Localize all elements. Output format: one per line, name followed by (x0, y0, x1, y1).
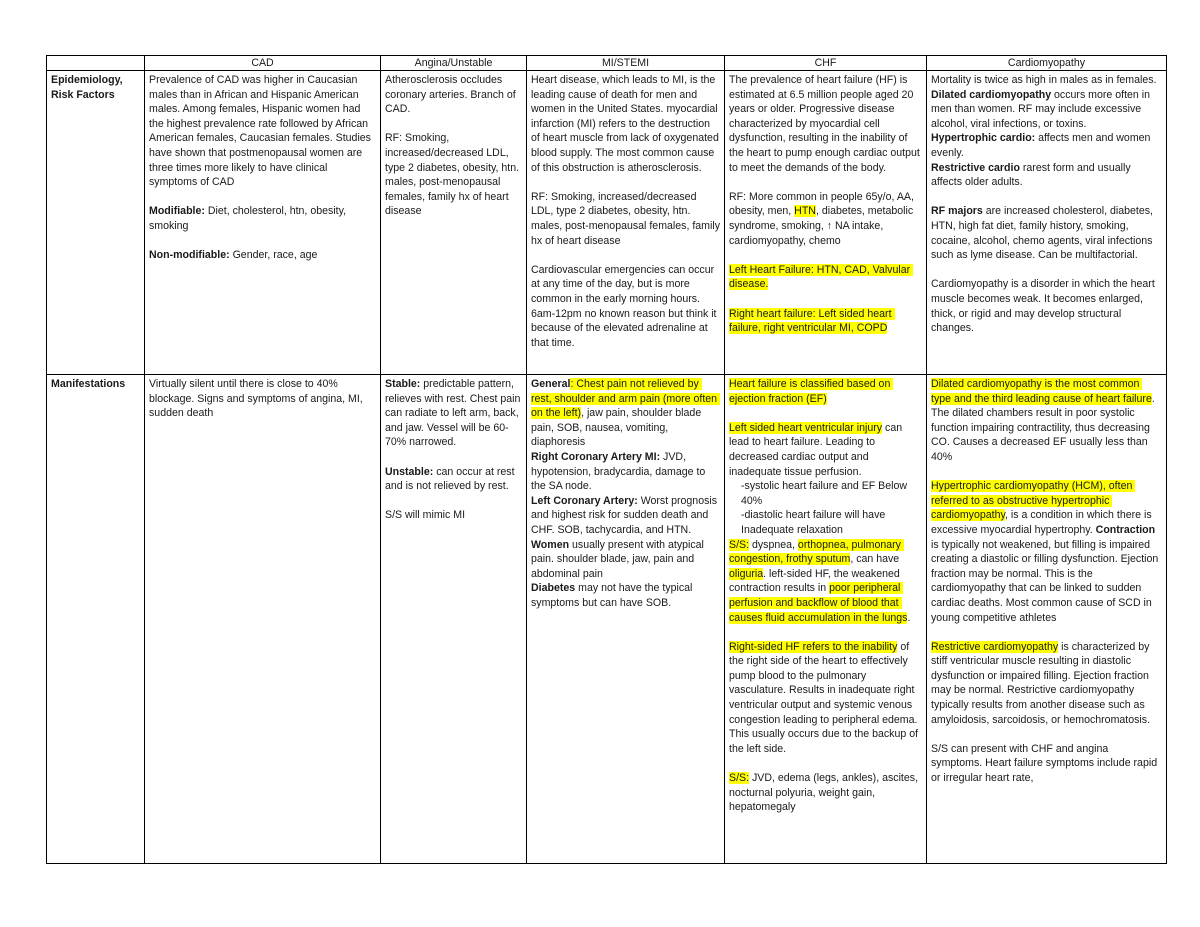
text-run: Virtually silent until there is close to 40% blockage. Signs and symptoms of angina, MI, sudden death (149, 378, 366, 420)
text-run: JVD, hypotension, bradycardia, damage to the SA node. (531, 450, 709, 493)
text-run: affects men and women evenly. (931, 132, 1154, 159)
bold-text: Right Coronary Artery MI: (531, 450, 661, 463)
highlighted-text: Right-sided HF refers to the inability (729, 640, 898, 653)
row-label-manifestations: Manifestations (47, 375, 145, 864)
cell-manifestations-cardiomyopathy (927, 375, 1167, 864)
table-row-manifestations (47, 375, 1167, 864)
cell-paragraph (729, 421, 922, 479)
bold-text: Unstable: (385, 465, 434, 478)
text-run: of the right side of the heart to effectively pump blood to the pulmonary vasculature. Results in inadequate right ventricular output and systemic venous congestion leading to peripheral edema. This usually occurs due to the backup of the left side. (729, 640, 921, 755)
text-run: can lead to heart failure. Leading to decreased cardiac output and inadequate tissue perfusion. (729, 421, 906, 478)
highlighted-text: Restrictive cardiomyopathy (931, 640, 1059, 653)
highlighted-text: Heart failure is classified based on ejection fraction (EF) (729, 378, 894, 405)
blank-line (729, 756, 922, 771)
cell-paragraph (931, 204, 1162, 262)
text-run: -diastolic heart failure will have Inadequate relaxation (741, 509, 889, 536)
blank-line (931, 727, 1162, 742)
cell-epidemiology-cardiomyopathy (927, 71, 1167, 375)
text-run: The prevalence of heart failure (HF) is estimated at 6.5 million people aged 20 years or older. Progressive disease characterized by myocardial cell dysfunction, resulting in the inability of the heart to pump enough cardiac output to meet the demands of the body. (729, 74, 923, 174)
cell-paragraph (531, 538, 720, 582)
highlighted-text: oliguria (729, 567, 764, 580)
cell-paragraph (531, 450, 720, 494)
blank-line (931, 190, 1162, 205)
blank-line (385, 117, 522, 132)
blank-line (531, 248, 720, 263)
bold-text: Modifiable: (149, 205, 205, 218)
blank-line (531, 175, 720, 190)
cell-paragraph (931, 131, 1162, 160)
text-run: , diabetes, metabolic syndrome, smoking, ↑ NA intake, cardiomyopathy, chemo (729, 205, 917, 247)
cell-manifestations-chf (725, 375, 927, 864)
bold-text: Restrictive cardio (931, 161, 1020, 174)
cell-paragraph (931, 640, 1162, 728)
text-run: , can have (850, 553, 903, 566)
highlighted-text: S/S: (729, 772, 750, 785)
highlighted-text: Dilated cardiomyopathy is the most common type and the third leading cause of heart failure (931, 378, 1152, 405)
header-cell-chf: CHF (725, 56, 927, 71)
text-run: occurs more often in men than women. RF may include excessive alcohol, viral infections, or toxins. (931, 88, 1153, 130)
blank-line (149, 234, 376, 249)
bold-text: Contraction (1095, 523, 1156, 536)
cell-epidemiology-angina (381, 71, 527, 375)
text-run: JVD, edema (legs, ankles), ascites, nocturnal polyuria, weight gain, hepatomegaly (729, 772, 921, 814)
cell-paragraph (729, 640, 922, 757)
cell-paragraph (385, 73, 522, 117)
cell-paragraph (729, 190, 922, 248)
header-row (47, 56, 1167, 71)
comparison-table (46, 55, 1167, 864)
cell-paragraph (531, 263, 720, 351)
highlighted-text: HTN (794, 205, 816, 218)
cell-paragraph (931, 742, 1162, 786)
text-run: RF: More common in people 65y/o, AA, obesity, men, (729, 190, 917, 218)
bold-text: Women (531, 538, 570, 551)
cell-paragraph (385, 131, 522, 219)
blank-line (931, 625, 1162, 640)
cell-paragraph (531, 494, 720, 538)
bold-text: Non-modifiable: (149, 249, 230, 262)
blank-line (149, 190, 376, 205)
cell-paragraph (931, 73, 1162, 88)
text-run: . left-sided HF, the weakened contraction results in (729, 567, 903, 595)
text-run: may not have the typical symptoms but can have SOB. (531, 582, 696, 609)
text-run: usually present with atypical pain. shoulder blade, jaw, pain and abdominal pain (531, 538, 707, 580)
highlighted-text: Right heart failure: Left sided heart failure, right ventricular MI, COPD (729, 307, 895, 335)
cell-paragraph (149, 73, 376, 190)
text-run: Gender, race, age (229, 249, 318, 262)
bold-text: General (531, 378, 571, 390)
cell-paragraph (729, 263, 922, 292)
cell-paragraph (149, 248, 376, 263)
bold-text: Left Coronary Artery: (531, 494, 638, 507)
cell-manifestations-cad (145, 375, 381, 864)
cell-paragraph (385, 465, 522, 494)
text-run: predictable pattern, relieves with rest. Chest pain can radiate to left arm, back, and jaw. Vessel will be 60-70% narrowed. (385, 378, 524, 449)
header-cell-angina: Angina/Unstable (381, 56, 527, 71)
text-run: RF: Smoking, increased/decreased LDL, type 2 diabetes, obesity, htn. males, post-menopausal females, family hx of heart disease (531, 190, 723, 247)
text-run: is characterized by stiff ventricular muscle resulting in diastolic dysfunction or impaired filling. Ejection fraction may be normal. Restrictive cardiomyopathy typically results from another disease such as amyloidosis, sarcoidosis, or hemochromatosis. (931, 640, 1153, 726)
bold-text: RF majors (931, 205, 983, 218)
cell-paragraph (531, 73, 720, 175)
blank-line (931, 263, 1162, 278)
cell-manifestations-angina (381, 375, 527, 864)
header-cell-cad: CAD (145, 56, 381, 71)
text-run: is typically not weakened, but filling is impaired creating a diastolic or filling dysfunction. Ejection fraction may be normal. This is the cardiomyopathy that can be linked to sudden cardiac deaths. Most common cause of SCD in young competitive athletes (931, 523, 1162, 624)
highlighted-text: Left sided heart ventricular injury (729, 421, 883, 434)
cell-paragraph (531, 190, 723, 248)
highlighted-text: : Chest pain not relieved by rest, shoulder and arm pain (more often on the left) (531, 378, 721, 420)
text-run: -systolic heart failure and EF Below 40% (741, 480, 910, 507)
text-run: Diet, cholesterol, htn, obesity, smoking (149, 205, 349, 232)
cell-epidemiology-mi-stemi (527, 71, 725, 375)
cell-paragraph (531, 581, 720, 610)
blank-line (729, 248, 922, 263)
cell-paragraph (931, 88, 1162, 132)
header-cell-cardiomyopathy: Cardiomyopathy (927, 56, 1167, 71)
blank-line (385, 494, 522, 509)
blank-line (729, 175, 922, 190)
cell-paragraph (931, 479, 1162, 625)
highlighted-text: orthopnea, pulmonary congestion, frothy sputum (729, 538, 904, 566)
cell-paragraph (729, 771, 922, 815)
highlighted-text: poor peripheral perfusion and backflow of blood that causes fluid accumulation in the lungs (729, 582, 908, 624)
text-run: Mortality is twice as high in males as in females. (931, 74, 1157, 86)
text-run: Prevalence of CAD was higher in Caucasian males than in African and Hispanic American males. Among females, Hispanic women had the highest prevalence rate followed by African American females, Caucasian females. Studies have shown that postmenopausal women are three times more likely to have clinical symptoms of CAD (149, 74, 374, 189)
cell-paragraph (729, 479, 922, 508)
row-label-epidemiology: Epidemiology, Risk Factors (47, 71, 145, 375)
cell-manifestations-mi-stemi (527, 375, 725, 864)
blank-line (385, 450, 522, 465)
text-run: Cardiomyopathy is a disorder in which the heart muscle becomes weak. It becomes enlarged, thick, or rigid and may develop structural changes. (931, 278, 1158, 335)
cell-paragraph (931, 277, 1162, 335)
text-run: , is a condition in which there is excessive myocardial hypertrophy. (931, 509, 1155, 536)
cell-paragraph (385, 508, 522, 523)
header-cell-mi-stemi: MI/STEMI (527, 56, 725, 71)
text-run: . The dilated chambers result in poor systolic function impairing contractility, thus decreasing CO. Causes a decreased EF usually less than 40% (931, 392, 1158, 463)
text-run: are increased cholesterol, diabetes, HTN, high fat diet, family history, smoking, cocaine, alcohol, chemo agents, viral infections such as lyme disease. Can be multifactorial. (931, 205, 1156, 262)
text-run: S/S will mimic MI (385, 509, 466, 522)
text-run: rarest form and usually affects older adults. (931, 161, 1134, 189)
bold-text: Hypertrophic cardio: (931, 132, 1036, 145)
blank-line (729, 406, 922, 421)
cell-paragraph (531, 377, 720, 450)
cell-paragraph (729, 73, 922, 175)
bold-text: Stable: (385, 378, 421, 390)
blank-line (931, 465, 1162, 480)
cell-paragraph (931, 377, 1162, 465)
blank-line (729, 625, 922, 640)
text-run: RF: Smoking, increased/decreased LDL, type 2 diabetes, obesity, htn. males, post-menopausal females, family hx of heart disease (385, 132, 523, 218)
text-run: . (907, 611, 911, 624)
highlighted-text: Left Heart Failure: HTN, CAD, Valvular disease. (729, 263, 914, 291)
text-run: dyspnea, (749, 538, 798, 551)
text-run: Worst prognosis and highest risk for sudden death and CHF. SOB, tachycardia, and HTN. (531, 494, 720, 536)
cell-paragraph (729, 538, 922, 626)
text-run: S/S can present with CHF and angina symptoms. Heart failure symptoms include rapid or irregular heart rate, (931, 742, 1161, 785)
text-run: Atherosclerosis occludes coronary arteries. Branch of CAD. (385, 74, 519, 116)
header-cell-blank (47, 56, 145, 71)
text-run: Cardiovascular emergencies can occur at any time of the day, but is more common in the early morning hours. 6am-12pm no known reason but think it because of the elevated adrenaline at that time. (531, 263, 720, 349)
cell-paragraph (931, 161, 1162, 190)
cell-paragraph (149, 204, 376, 233)
cell-epidemiology-cad (145, 71, 381, 375)
bold-text: Dilated cardiomyopathy (931, 88, 1052, 101)
blank-line (729, 292, 922, 307)
text-run: , jaw pain, shoulder blade pain, SOB, nausea, vomiting, diaphoresis (531, 407, 705, 449)
cell-paragraph (729, 508, 922, 537)
highlighted-text: S/S: (729, 538, 750, 551)
text-run: can occur at rest and is not relieved by rest. (385, 465, 518, 493)
highlighted-text: Hypertrophic cardiomyopathy (HCM), often referred to as obstructive hypertrophic cardiomyopathy (931, 480, 1136, 522)
text-run: Heart disease, which leads to MI, is the leading cause of death for men and women in the United States. myocardial infarction (MI) refers to the destruction of heart muscle from lack of oxygenated blood supply. The most common cause of this obstruction is atherosclerosis. (531, 74, 722, 174)
cell-paragraph (149, 377, 376, 421)
cell-paragraph (385, 377, 522, 450)
cell-epidemiology-chf (725, 71, 927, 375)
bold-text: Diabetes (531, 582, 576, 595)
cell-paragraph (729, 377, 922, 406)
table-row-epidemiology (47, 71, 1167, 375)
cell-paragraph (729, 307, 922, 336)
